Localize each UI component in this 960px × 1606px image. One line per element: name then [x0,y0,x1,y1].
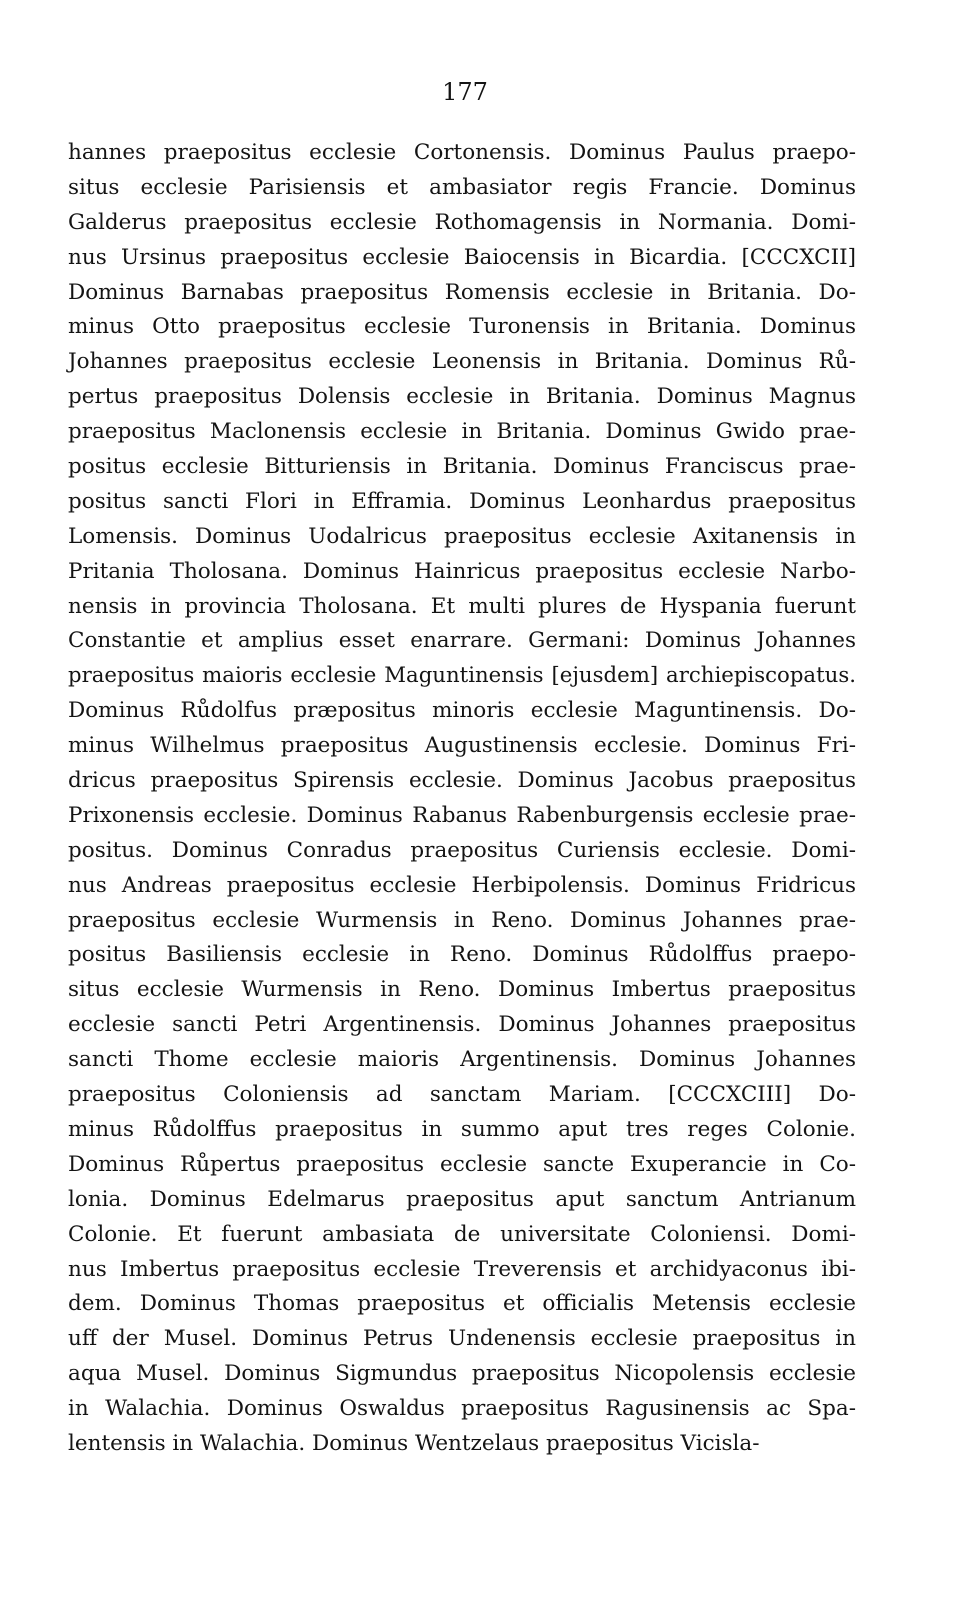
text-line: praepositus ecclesie Wurmensis in Reno. Dominus Johannes prae- [68,907,856,933]
text-line: lonia. Dominus Edelmarus praepositus aput sanctum Antrianum [68,1186,856,1212]
text-line: Johannes praepositus ecclesie Leonensis in Britania. Dominus Rů- [68,349,856,375]
text-line: minus Růdolffus praepositus in summo aput tres reges Colonie. [68,1116,856,1142]
text-line: Galderus praepositus ecclesie Rothomagensis in Normania. Domi- [68,209,856,235]
text-line: nus Andreas praepositus ecclesie Herbipolensis. Dominus Fridricus [68,872,856,898]
text-line: pertus praepositus Dolensis ecclesie in Britania. Dominus Magnus [68,384,856,410]
text-line: Prixonensis ecclesie. Dominus Rabanus Rabenburgensis ecclesie prae- [68,802,856,828]
text-line: Lomensis. Dominus Uodalricus praepositus ecclesie Axitanensis in [68,523,856,549]
text-line: Dominus Růdolfus præpositus minoris ecclesie Maguntinensis. Do- [68,698,856,724]
text-line: hannes praepositus ecclesie Cortonensis. Dominus Paulus praepo- [68,140,856,165]
text-line: uff der Musel. Dominus Petrus Undenensis ecclesie praepositus in [68,1326,856,1352]
text-line: dem. Dominus Thomas praepositus et officialis Metensis ecclesie [68,1291,856,1317]
text-line: Dominus Barnabas praepositus Romensis ecclesie in Britania. Do- [68,279,856,305]
text-line: situs ecclesie Wurmensis in Reno. Dominus Imbertus praepositus [68,977,856,1003]
text-line: dricus praepositus Spirensis ecclesie. Dominus Jacobus praepositus [68,768,856,794]
text-line: praepositus maioris ecclesie Maguntinensis [ejusdem] archiepiscopatus. [68,663,856,689]
text-line: in Walachia. Dominus Oswaldus praepositus Ragusinensis ac Spa- [68,1396,856,1422]
text-line: praepositus Coloniensis ad sanctam Mariam. [CCCXCIII] Do- [68,1082,856,1108]
page-number: 177 [442,78,488,106]
text-line: situs ecclesie Parisiensis et ambasiator regis Francie. Dominus [68,174,856,200]
text-line: aqua Musel. Dominus Sigmundus praepositus Nicopolensis ecclesie [68,1361,856,1387]
text-line: nus Ursinus praepositus ecclesie Baiocensis in Bicardia. [CCCXCII] [68,244,856,270]
text-line: minus Wilhelmus praepositus Augustinensis ecclesie. Dominus Fri- [68,733,856,759]
text-line: nus Imbertus praepositus ecclesie Treverensis et archidyaconus ibi- [68,1256,856,1282]
text-line: positus ecclesie Bitturiensis in Britania. Dominus Franciscus prae- [68,454,856,480]
text-line: lentensis in Walachia. Dominus Wentzelaus praepositus Vicisla- [68,1430,760,1456]
body-text [68,136,856,1462]
text-line: Colonie. Et fuerunt ambasiata de universitate Coloniensi. Domi- [68,1221,856,1247]
text-line: ecclesie sancti Petri Argentinensis. Dominus Johannes praepositus [68,1012,856,1038]
text-line: Dominus Růpertus praepositus ecclesie sancte Exuperancie in Co- [68,1151,856,1177]
text-line: positus sancti Flori in Efframia. Dominus Leonhardus praepositus [68,488,856,514]
text-line: Pritania Tholosana. Dominus Hainricus praepositus ecclesie Narbo- [68,558,856,584]
text-line: positus. Dominus Conradus praepositus Curiensis ecclesie. Domi- [68,837,856,863]
text-line: praepositus Maclonensis ecclesie in Britania. Dominus Gwido prae- [68,419,856,445]
text-line: Constantie et amplius esset enarrare. Germani: Dominus Johannes [68,628,856,654]
text-line: minus Otto praepositus ecclesie Turonensis in Britania. Dominus [68,314,856,340]
text-line: positus Basiliensis ecclesie in Reno. Dominus Růdolffus praepo- [68,942,856,968]
text-line: nensis in provincia Tholosana. Et multi plures de Hyspania fuerunt [68,593,856,619]
text-line: sancti Thome ecclesie maioris Argentinensis. Dominus Johannes [68,1047,856,1073]
